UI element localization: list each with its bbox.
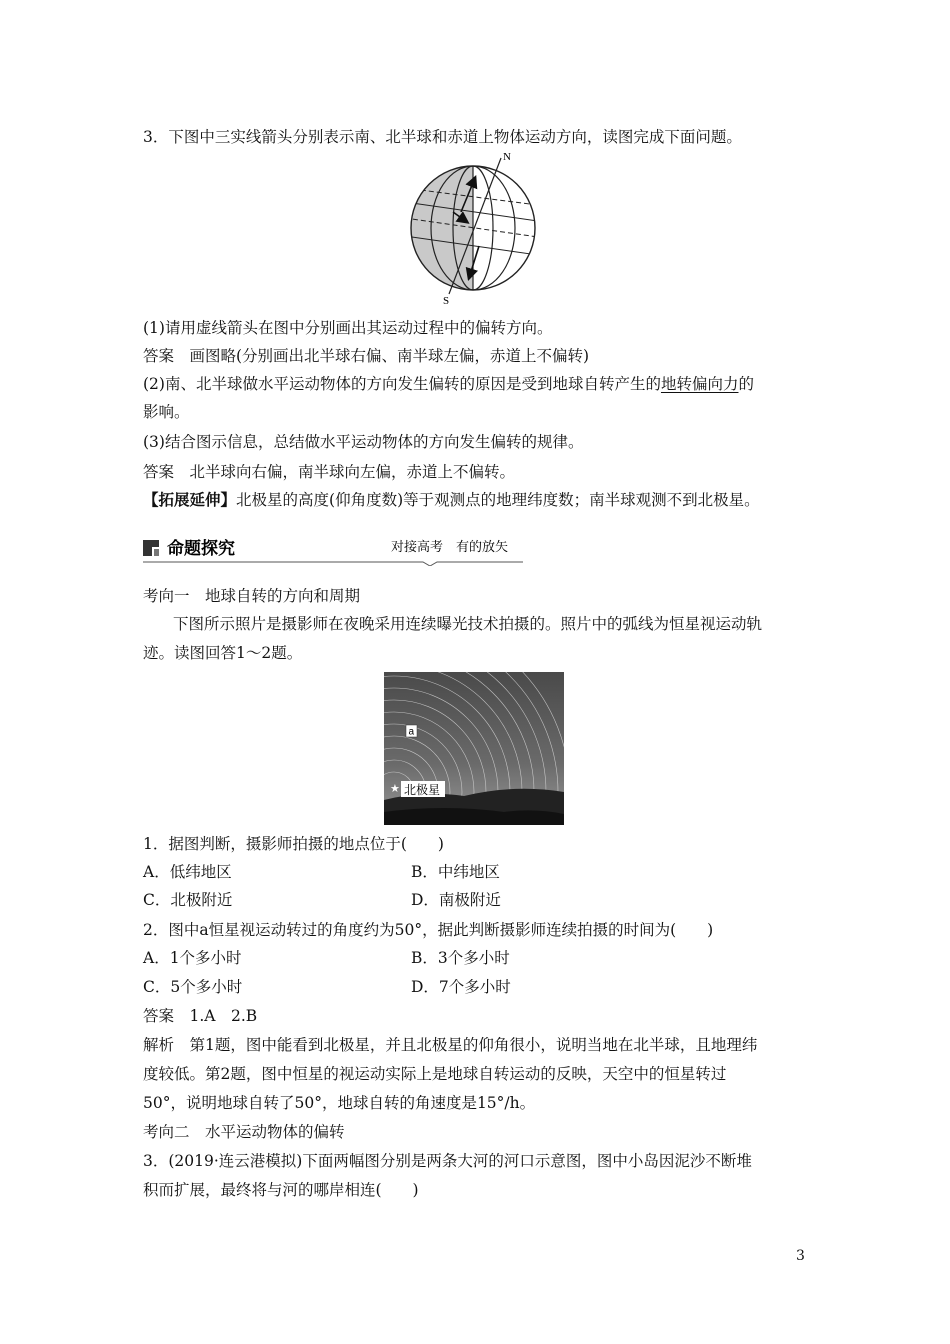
extension-label: 【拓展延伸】 <box>143 490 237 509</box>
globe-diagram <box>405 148 545 308</box>
analysis-line-1: 解析 第1题，图中能看到北极星，并且北极星的仰角很小，说明当地在北半球，且地理纬 <box>143 1036 758 1054</box>
section-subtitle: 对接高考 有的放矢 <box>391 539 509 554</box>
south-pole-label: S <box>443 295 450 307</box>
direction-2: 考向二 水平运动物体的偏转 <box>143 1123 345 1141</box>
question-3-3: (3)结合图示信息，总结做水平运动物体的方向发生偏转的规律。 <box>143 433 584 451</box>
question-3-1: (1)请用虚线箭头在图中分别画出其运动过程中的偏转方向。 <box>143 319 553 337</box>
q2-stem: 2．图中a恒星视运动转过的角度约为50°，据此判断摄影师连续拍摄的时间为( ) <box>143 921 714 939</box>
q2-option-d: D．7个多小时 <box>411 978 511 996</box>
star-trail-photo <box>384 672 564 825</box>
question-3-2-cont: 影响。 <box>143 403 190 421</box>
page-number: 3 <box>796 1248 805 1264</box>
north-pole-label: N <box>503 151 511 163</box>
analysis-line-3: 50°，说明地球自转了50°，地球自转的角速度是15°/h。 <box>143 1094 536 1112</box>
question-3-1-answer: 答案 画图略(分别画出北半球右偏、南半球左偏，赤道上不偏转) <box>143 347 590 365</box>
q2-option-b: B．3个多小时 <box>411 949 510 967</box>
q2-option-c: C．5个多小时 <box>143 978 243 996</box>
q1-option-c: C．北极附近 <box>143 891 233 909</box>
q2-option-a: A．1个多小时 <box>143 949 242 967</box>
direction-1: 考向一 地球自转的方向和周期 <box>143 587 361 605</box>
passage-line-1: 下图所示照片是摄影师在夜晚采用连续曝光技术拍摄的。照片中的弧线为恒星视运动轨 <box>173 615 763 633</box>
question-3b-line-2: 积而扩展，最终将与河的哪岸相连( ) <box>143 1181 419 1199</box>
polaris-label: 北极星 <box>404 783 441 797</box>
section-title: 命题探究 <box>167 539 235 558</box>
question-3b-line-1: 3．(2019·连云港模拟)下面两幅图分别是两条大河的河口示意图，图中小岛因泥沙不断堆 <box>143 1152 752 1170</box>
answer-1-2: 答案 1.A 2.B <box>143 1007 258 1025</box>
question-3-2: (2)南、北半球做水平运动物体的方向发生偏转的原因是受到地球自转产生的地转偏向力的 <box>143 375 754 393</box>
passage-line-2: 迹。读图回答1～2题。 <box>143 644 303 662</box>
star-a-label: a <box>408 726 415 738</box>
night-hemisphere-shade <box>405 148 473 308</box>
question-3-intro: 3．下图中三实线箭头分别表示南、北半球和赤道上物体运动方向，读图完成下面问题。 <box>143 128 742 146</box>
q1-option-a: A．低纬地区 <box>143 863 232 881</box>
underlined-term: 地转偏向力 <box>660 375 739 393</box>
q1-stem: 1．据图判断，摄影师拍摄的地点位于( ) <box>143 835 444 853</box>
question-3-3-answer: 答案 北半球向右偏，南半球向左偏，赤道上不偏转。 <box>143 463 516 481</box>
q1-option-d: D．南极附近 <box>411 891 501 909</box>
q1-option-b: B．中纬地区 <box>411 863 500 881</box>
extension-note: 【拓展延伸】北极星的高度(仰角度数)等于观测点的地理纬度数；南半球观测不到北极星。 <box>143 490 760 509</box>
section-banner <box>143 534 523 566</box>
analysis-line-2: 度较低。第2题，图中恒星的视运动实际上是地球自转运动的反映，天空中的恒星转过 <box>143 1065 727 1083</box>
polaris-star-icon: ★ <box>390 782 400 795</box>
